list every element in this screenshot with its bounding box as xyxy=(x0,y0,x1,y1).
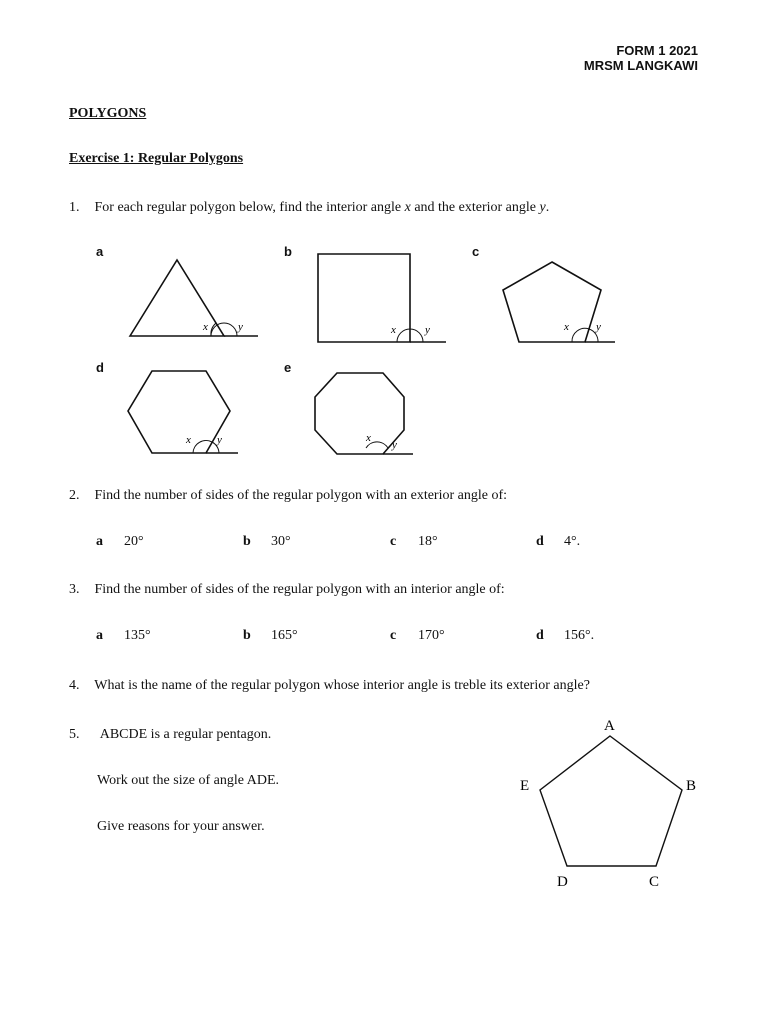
option-value: 165° xyxy=(271,628,298,643)
question-number: 2. xyxy=(69,488,80,503)
question-text: Find the number of sides of the regular polygon with an interior angle of: xyxy=(94,582,505,597)
page-title: POLYGONS xyxy=(69,106,147,121)
option-value: 4°. xyxy=(564,534,581,549)
question-number: 5. xyxy=(69,727,80,742)
option-d xyxy=(536,628,594,644)
question-number: 1. xyxy=(69,200,80,215)
angle-y-label: y xyxy=(392,439,397,451)
option-label: b xyxy=(243,628,251,643)
option-label: a xyxy=(96,534,103,549)
option-label: b xyxy=(243,534,251,549)
angle-x-label: x xyxy=(391,324,396,336)
question-text: Find the number of sides of the regular polygon with an exterior angle of: xyxy=(94,488,508,503)
vertex-label-a: A xyxy=(604,718,615,734)
q1-polygons xyxy=(0,0,768,480)
question-3 xyxy=(69,582,505,598)
vertex-label-e: E xyxy=(520,778,530,794)
angle-x-label: x xyxy=(186,434,191,446)
angle-x-label: x xyxy=(564,321,569,333)
option-label: c xyxy=(390,628,397,643)
option-label: d xyxy=(536,534,544,549)
question-number: 3. xyxy=(69,582,80,597)
shape-label-c: c xyxy=(472,244,480,259)
header-form-year: FORM 1 2021 xyxy=(616,43,698,58)
question-5 xyxy=(69,727,271,743)
question-number: 4. xyxy=(69,678,80,693)
question-text-line1: ABCDE is a regular pentagon. xyxy=(99,727,272,742)
pentagon-shape xyxy=(540,736,682,866)
vertex-label-c: C xyxy=(649,874,660,890)
angle-y-label: y xyxy=(596,321,601,333)
option-value: 18° xyxy=(418,534,438,549)
question-5-line3: Give reasons for your answer. xyxy=(97,819,265,834)
option-value: 30° xyxy=(271,534,291,549)
option-value: 135° xyxy=(124,628,151,643)
shape-label-b: b xyxy=(284,244,292,259)
vertex-label-d: D xyxy=(557,874,568,890)
option-a xyxy=(96,534,144,550)
option-a xyxy=(96,628,151,644)
option-value: 170° xyxy=(418,628,445,643)
question-text: What is the name of the regular polygon whose interior angle is treble its exterior angle? xyxy=(94,678,590,693)
option-c xyxy=(390,534,438,550)
option-d xyxy=(536,534,580,550)
shape-label-e: e xyxy=(284,360,292,375)
option-b xyxy=(243,628,298,644)
question-5-line2: Work out the size of angle ADE. xyxy=(97,773,279,788)
question-4 xyxy=(69,678,590,694)
octagon-figure xyxy=(315,373,413,454)
angle-y-label: y xyxy=(217,434,222,446)
option-label: c xyxy=(390,534,397,549)
option-b xyxy=(243,534,291,550)
angle-x-label: x xyxy=(203,321,208,333)
option-c xyxy=(390,628,445,644)
header-school-name: MRSM LANGKAWI xyxy=(583,58,698,73)
shape-label-a: a xyxy=(96,244,104,259)
angle-y-label: y xyxy=(425,324,430,336)
option-value: 20° xyxy=(124,534,144,549)
question-2 xyxy=(69,488,507,504)
pentagon-abcde xyxy=(480,700,720,900)
shape-label-d: d xyxy=(96,360,104,375)
exercise-title: Exercise 1: Regular Polygons xyxy=(69,151,244,166)
option-label: a xyxy=(96,628,103,643)
angle-x-label: x xyxy=(366,432,371,444)
vertex-label-b: B xyxy=(686,778,697,794)
angle-y-label: y xyxy=(238,321,243,333)
option-value: 156°. xyxy=(564,628,595,643)
option-label: d xyxy=(536,628,544,643)
question-text: For each regular polygon below, find the interior angle x and the exterior angle y. xyxy=(94,200,550,215)
